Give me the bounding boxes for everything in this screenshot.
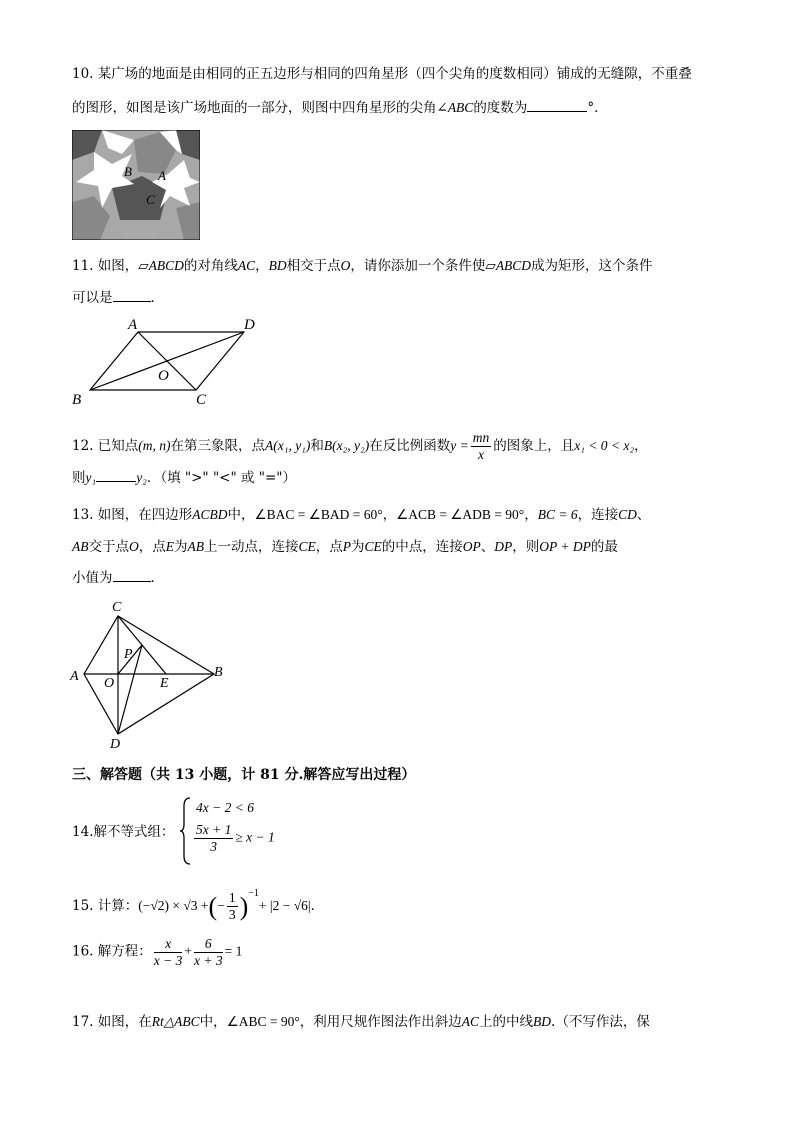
q10-tiling-figure — [72, 130, 200, 240]
q12-line2: 则y₁ y₂．（填 ">" "<" 或 "="） — [72, 470, 296, 486]
mn-over-x-fraction: $\frac{mn}{x}$ — [472, 430, 490, 462]
q17-line: 17. 如图，在Rt△ABC中，∠ABC = 90°，利用尺规作图法作出斜边AC上的中线BD.（不写作法，保 — [72, 1014, 650, 1030]
label-O: O — [104, 676, 115, 691]
label-P: P — [124, 647, 133, 662]
quadrilateral-ACBD — [84, 616, 214, 734]
label-A: A — [158, 168, 166, 183]
answer-blank[interactable] — [527, 98, 587, 112]
label-E: E — [160, 676, 169, 691]
q16-line: 16. 解方程： $\frac{x}{x - 3}$ + $\frac{6}{x + 3}$ = 1 — [72, 936, 243, 968]
q13-quadrilateral-figure — [68, 596, 238, 752]
label-B: B — [72, 392, 82, 408]
q15-line: 15. 计算：(−√2) × √3 +(− $\frac{1}{3}$ )$^{-1}$+ |2 − √6|． — [72, 888, 325, 923]
q13-line2: AB交于点O，点E为AB上一动点，连接CE，点P为CE的中点，连接OP、DP，则OP + DP的最 — [72, 539, 618, 555]
answer-blank[interactable] — [96, 468, 136, 482]
answer-blank[interactable] — [113, 568, 151, 582]
q13-line1: 13. 如图，在四边形ACBD中，∠BAC = ∠BAD = 60°，∠ACB = ∠ADB = 90°，BC = 6，连接CD、 — [72, 507, 651, 523]
label-B: B — [124, 164, 132, 179]
pentagon-bottom-center — [122, 226, 158, 240]
inequality-system-brace — [180, 796, 192, 866]
q14-prefix: 14.解不等式组： — [72, 824, 175, 840]
label-D: D — [110, 737, 121, 752]
q12-line1: 12. 已知点(m, n)在第三象限，点A(x₁, y₁)和B(x₂, y₂)在反比例函数y = $\frac{mn}{x}$ 的图象上，且x₁ < 0 < x₂， — [72, 430, 648, 462]
q10-line2: 的图形，如图是该广场地面的一部分，则图中四角星形的尖角∠ABC的度数为 °． — [72, 100, 608, 116]
section-title: 三、解答题（共 13 小题，计 81 分.解答应写出过程） — [72, 767, 416, 783]
answer-blank[interactable] — [113, 288, 151, 302]
label-O: O — [158, 368, 169, 384]
label-C: C — [196, 392, 207, 408]
label-C: C — [112, 600, 122, 615]
q14-ineq2: $\frac{5x + 1}{3}$ ≥ x − 1 — [196, 822, 275, 854]
q11-line2: 可以是 ． — [72, 290, 164, 306]
q11-parallelogram-figure — [66, 312, 266, 408]
label-C: C — [146, 192, 155, 207]
q10-line1: 10. 某广场的地面是由相同的正五边形与相同的四角星形（四个尖角的度数相同）铺成的无缝隙，不重叠 — [72, 66, 692, 82]
label-A: A — [70, 669, 79, 684]
q13-line3: 小值为 ． — [72, 570, 164, 586]
label-A: A — [128, 317, 138, 333]
label-B: B — [214, 665, 223, 680]
label-D: D — [244, 317, 255, 333]
q11-line1: 11. 如图，▱ABCD的对角线AC，BD相交于点O，请你添加一个条件使▱ABCD成为矩形，这个条件 — [72, 258, 653, 274]
q14-ineq1: 4x − 2 < 6 — [196, 800, 254, 815]
